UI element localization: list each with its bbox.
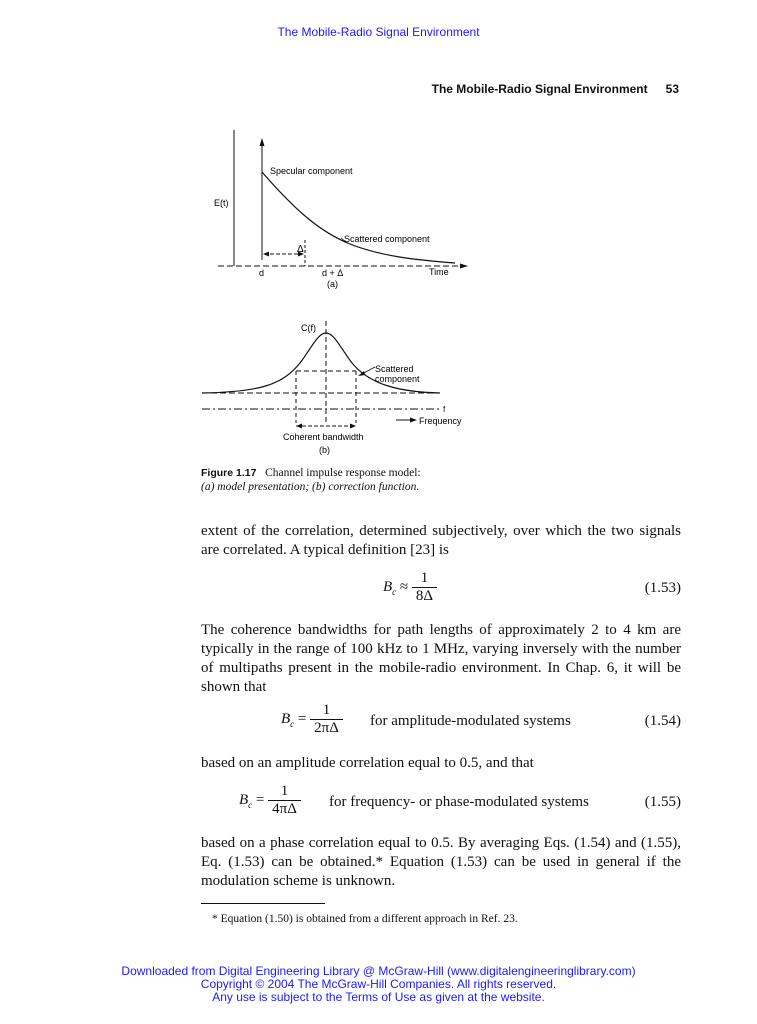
eq155-num: 1 xyxy=(268,783,301,801)
eq153-den: 8Δ xyxy=(415,588,434,604)
paragraph-2: The coherence bandwidths for path lengths of approximately 2 to 4 km are typically in the range of 100 kHz to 1 MHz, varying inversely with the number of multipaths present in the mobile-radio environment. In Chap. 6, it will be shown that xyxy=(201,622,681,695)
equation-1-53 xyxy=(383,570,437,605)
eq153-rel: ≈ xyxy=(399,578,409,595)
footer-line2: Copyright © 2004 The McGraw-Hill Companies. All rights reserved. xyxy=(200,977,557,991)
scattered-label-b-2: component xyxy=(375,374,420,384)
time-label: Time xyxy=(429,267,449,277)
caption-line2: (a) model presentation; (b) correction function. xyxy=(201,481,420,493)
download-footer xyxy=(0,965,757,1004)
eq155-lhs: B xyxy=(239,791,249,808)
f-axis-label: f xyxy=(443,405,446,414)
page-number: 53 xyxy=(665,82,679,96)
eq154-fraction xyxy=(310,702,343,737)
eq155-fraction xyxy=(268,783,301,818)
time-axis-arrow xyxy=(460,264,468,269)
c-axis-label: C(f) xyxy=(301,323,316,333)
running-head-title: The Mobile-Radio Signal Environment xyxy=(431,82,648,96)
figure-b-correlation-function xyxy=(200,315,490,460)
eq155-number: (1.55) xyxy=(644,794,681,810)
bandwidth-arrow-left xyxy=(296,424,302,429)
delta-label: Δ xyxy=(297,244,304,255)
eq155-den: 4πΔ xyxy=(272,801,297,817)
figure-caption xyxy=(201,466,491,494)
tick-d: d xyxy=(259,268,265,278)
eq154-text: for amplitude-modulated systems xyxy=(370,713,571,729)
caption-line1: Channel impulse response model: xyxy=(265,467,421,479)
eq153-sub: c xyxy=(392,586,397,597)
e-axis-arrow xyxy=(260,138,265,146)
scattered-label-b-1: Scattered xyxy=(375,364,414,374)
eq153-fraction xyxy=(412,570,437,605)
running-head xyxy=(432,82,679,96)
eq155-rel: = xyxy=(255,791,265,808)
e-axis-label: E(t) xyxy=(214,198,229,208)
eq153-num: 1 xyxy=(412,570,437,588)
equation-1-54 xyxy=(281,702,343,737)
eq155-text: for frequency- or phase-modulated systems xyxy=(329,794,589,810)
figure-number: Figure 1.17 xyxy=(201,467,257,479)
bandwidth-arrow-right xyxy=(350,424,356,429)
eq154-num: 1 xyxy=(310,702,343,720)
frequency-arrow xyxy=(410,418,417,423)
footnote-rule xyxy=(201,903,325,904)
paragraph-4: based on a phase correlation equal to 0.5. By averaging Eqs. (1.54) and (1.55), Eq. (1.53) can be obtained.* Equation (1.53) can be used in general if the modulation scheme is unknown. xyxy=(201,835,681,889)
coherent-bandwidth-label: Coherent bandwidth xyxy=(283,432,364,442)
eq153-number: (1.53) xyxy=(644,580,681,596)
equation-1-55 xyxy=(239,783,301,818)
eq154-sub: c xyxy=(290,718,295,729)
eq154-lhs: B xyxy=(281,710,291,727)
panel-b-label: (b) xyxy=(319,445,330,455)
paragraph-1: extent of the correlation, determined subjectively, over which the two signals are correlated. A typical definition [23] is xyxy=(201,523,681,558)
figure-a-impulse-response xyxy=(200,120,490,295)
footer-line3[interactable]: Any use is subject to the Terms of Use as given at the website. xyxy=(212,990,545,1004)
scattered-label-a: Scattered component xyxy=(344,234,430,244)
eq154-number: (1.54) xyxy=(644,713,681,729)
frequency-label: Frequency xyxy=(419,416,462,426)
top-banner: The Mobile-Radio Signal Environment xyxy=(277,25,480,39)
correlation-curve xyxy=(202,333,440,393)
paragraph-3: based on an amplitude correlation equal to 0.5, and that xyxy=(201,755,534,771)
specular-label: Specular component xyxy=(270,166,353,176)
eq153-lhs: B xyxy=(383,578,393,595)
decay-curve xyxy=(262,172,455,263)
eq154-den: 2πΔ xyxy=(314,720,339,736)
delta-arrow-left xyxy=(263,252,269,257)
eq155-sub: c xyxy=(248,799,253,810)
footer-line1[interactable]: Downloaded from Digital Engineering Library @ McGraw-Hill (www.digitalengineeringlibrary.com) xyxy=(121,964,636,978)
eq154-rel: = xyxy=(297,710,307,727)
tick-d-delta: d + Δ xyxy=(322,268,344,278)
panel-a-label: (a) xyxy=(327,279,338,289)
footnote: * Equation (1.50) is obtained from a different approach in Ref. 23. xyxy=(212,913,518,925)
